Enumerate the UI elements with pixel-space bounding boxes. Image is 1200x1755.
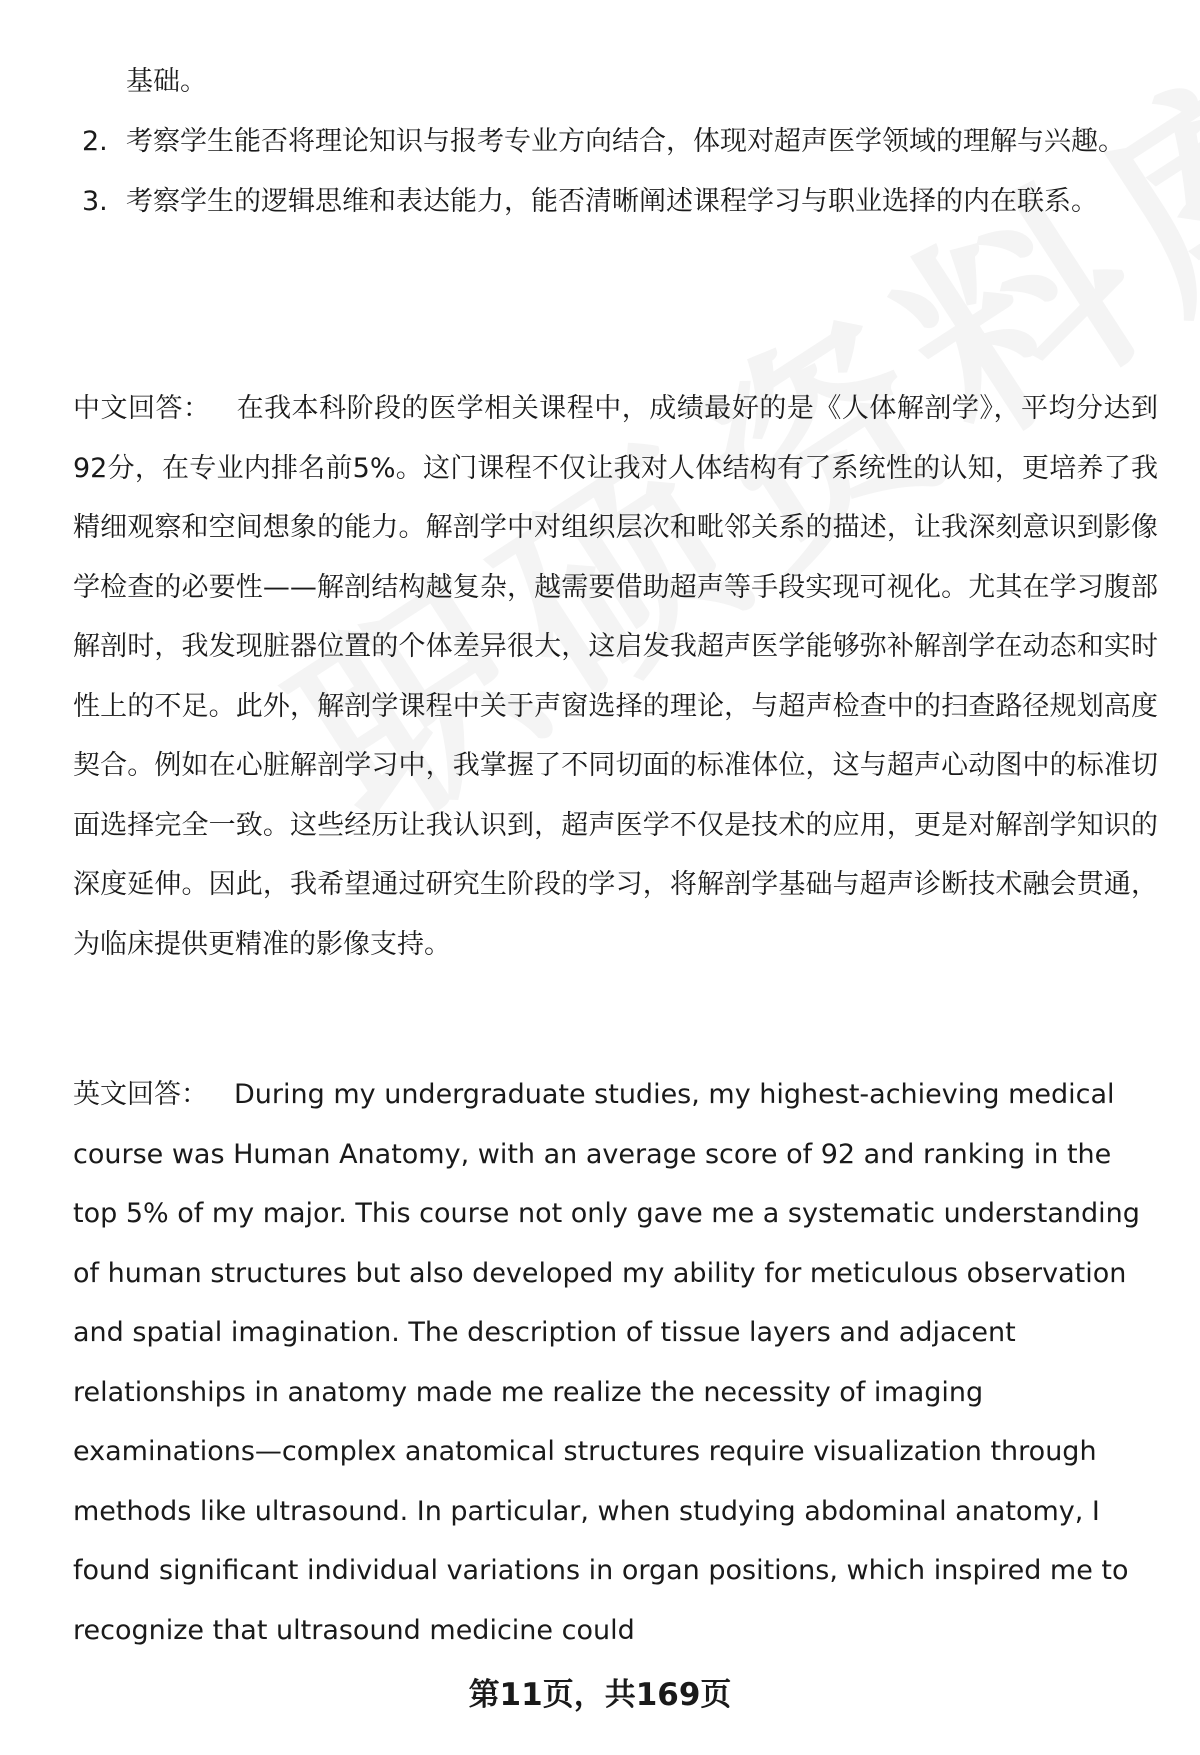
list-item-text: 基础。 — [126, 66, 207, 97]
list-item-text: 考察学生的逻辑思维和表达能力，能否清晰阐述课程学习与职业选择的内在联系。 — [126, 186, 1098, 217]
list-item-2 — [0, 112, 1146, 172]
list-item-1 — [0, 52, 1146, 112]
list-item-text: 考察学生能否将理论知识与报考专业方向结合，体现对超声医学领域的理解与兴趣。 — [126, 126, 1125, 157]
chinese-answer-paragraph — [73, 379, 1158, 974]
criteria-list — [0, 52, 1200, 232]
page-number: 第11页，共169页 — [468, 1677, 732, 1713]
list-number: 2. — [82, 126, 108, 157]
chinese-answer-text: 在我本科阶段的医学相关课程中，成绩最好的是《人体解剖学》，平均分达到92分，在专业内排名前5%。这门课程不仅让我对人体结构有了系统性的认知，更培养了我精细观察和空间想象的能力。解剖学中对组织层次和毗邻关系的描述，让我深刻意识到影像学检查的必要性——解剖结构越复杂，越需要借助超声等手段实现可视化。尤其在学习腹部解剖时，我发现脏器位置的个体差异很大，这启发我超声医学能够弥补解剖学在动态和实时性上的不足。此外，解剖学课程中关于声窗选择的理论，与超声检查中的扫查路径规划高度契合。例如在心脏解剖学习中，我掌握了不同切面的标准体位，这与超声心动图中的标准切面选择完全一致。这些经历让我认识到，超声医学不仅是技术的应用，更是对解剖学知识的深度延伸。因此，我希望通过研究生阶段的学习，将解剖学基础与超声诊断技术融会贯通，为临床提供更精准的影像支持。 — [73, 393, 1159, 960]
page-footer — [0, 1669, 1200, 1714]
list-number: 3. — [82, 186, 108, 217]
chinese-answer-label: 中文回答： — [73, 393, 211, 424]
english-answer-text: During my undergraduate studies, my highest-achieving medical course was Human Anatomy, with an average score of 92 and ranking in the top 5% of my major. This course not only gave me a systematic understanding of human structures but also developed my ability for meticulous observation and spatial imagination. The description of tissue layers and adjacent relationships in anatomy made me realize the necessity of imaging examinations—complex anatomical structures require visualization through methods like ultrasound. In particular, when studying abdominal anatomy, I found significant individual variations in organ positions, which inspired me to recognize that ultrasound medicine could — [73, 1079, 1140, 1646]
english-answer-paragraph — [73, 1065, 1158, 1660]
english-answer-label: 英文回答： — [73, 1079, 208, 1110]
list-item-3 — [0, 172, 1146, 232]
